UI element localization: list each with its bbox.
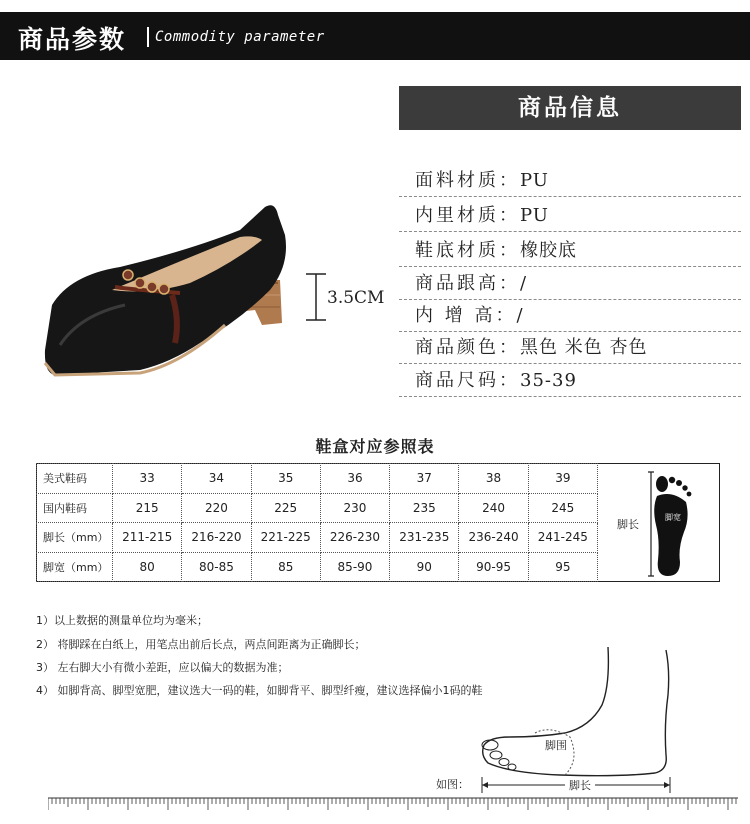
foot-measure-diagram xyxy=(470,645,685,800)
table-cell: 236-240 xyxy=(459,523,528,553)
info-row xyxy=(399,166,741,197)
table-cell: 95 xyxy=(528,552,597,582)
table-row xyxy=(37,523,598,553)
table-cell: 38 xyxy=(459,464,528,494)
foot-length-label: 脚长 xyxy=(617,518,639,531)
table-cell: 230 xyxy=(320,493,389,523)
row-header: 脚长（mm） xyxy=(37,523,113,553)
table-row xyxy=(37,464,598,494)
table-cell: 221-225 xyxy=(251,523,320,553)
girth-label: 脚围 xyxy=(545,739,567,752)
table-cell: 90 xyxy=(390,552,459,582)
info-row xyxy=(399,201,741,232)
table-cell: 35 xyxy=(251,464,320,494)
table-cell: 33 xyxy=(113,464,182,494)
banner-divider xyxy=(147,27,149,47)
info-row xyxy=(399,301,741,332)
row-header: 国内鞋码 xyxy=(37,493,113,523)
table-cell: 241-245 xyxy=(528,523,597,553)
info-value: 35-39 xyxy=(520,370,577,391)
info-label: 内 增 高： xyxy=(415,305,517,326)
table-cell: 90-95 xyxy=(459,552,528,582)
info-row xyxy=(399,333,741,364)
ruler-graphic xyxy=(48,797,738,811)
info-row xyxy=(399,269,741,300)
table-row xyxy=(37,493,598,523)
row-header: 美式鞋码 xyxy=(37,464,113,494)
info-value: 黑色 米色 杏色 xyxy=(520,337,648,358)
table-cell: 36 xyxy=(320,464,389,494)
banner-title-en: Commodity parameter xyxy=(155,29,325,45)
footprint-icon xyxy=(648,470,693,578)
info-row xyxy=(399,366,741,397)
heel-height-text: 3.5CM xyxy=(327,288,385,308)
table-cell: 37 xyxy=(390,464,459,494)
table-cell: 220 xyxy=(182,493,251,523)
banner-title-cn: 商品参数 xyxy=(18,25,127,54)
table-cell: 215 xyxy=(113,493,182,523)
info-label: 商品尺码： xyxy=(415,370,520,391)
note-item: 1）以上数据的测量单位均为毫米； xyxy=(36,614,208,627)
table-cell: 225 xyxy=(251,493,320,523)
info-value: / xyxy=(520,273,528,294)
info-value: PU xyxy=(520,205,549,226)
table-cell: 226-230 xyxy=(320,523,389,553)
note-item: 4） 如脚背高、脚型宽肥，建议选大一码的鞋，如脚背平、脚型纤瘦，建议选择偏小1码的鞋 xyxy=(36,684,483,697)
example-label: 如图： xyxy=(436,778,469,791)
length-label: 脚长 xyxy=(569,779,591,792)
table-cell: 211-215 xyxy=(113,523,182,553)
info-value: PU xyxy=(520,170,549,191)
note-item: 3） 左右脚大小有微小差距，应以偏大的数据为准； xyxy=(36,661,289,674)
table-cell: 240 xyxy=(459,493,528,523)
table-cell: 39 xyxy=(528,464,597,494)
info-heading: 商品信息 xyxy=(399,86,741,130)
info-label: 商品颜色： xyxy=(415,337,520,358)
info-value: / xyxy=(516,305,524,326)
info-label: 面料材质： xyxy=(415,170,520,191)
info-value: 橡胶底 xyxy=(520,240,577,261)
table-cell: 85-90 xyxy=(320,552,389,582)
table-cell: 85 xyxy=(251,552,320,582)
table-row xyxy=(37,552,598,582)
info-label: 鞋底材质： xyxy=(415,240,520,261)
table-cell: 231-235 xyxy=(390,523,459,553)
info-row xyxy=(399,236,741,267)
size-chart-table xyxy=(36,463,598,582)
foot-width-label: 脚宽 xyxy=(665,513,681,522)
info-label: 内里材质： xyxy=(415,205,520,226)
size-chart-title: 鞋盒对应参照表 xyxy=(315,437,435,456)
table-cell: 80 xyxy=(113,552,182,582)
row-header: 脚宽（mm） xyxy=(37,552,113,582)
table-cell: 80-85 xyxy=(182,552,251,582)
note-item: 2） 将脚踩在白纸上，用笔点出前后长点，两点间距离为正确脚长； xyxy=(36,638,366,651)
table-cell: 245 xyxy=(528,493,597,523)
table-cell: 216-220 xyxy=(182,523,251,553)
shoe-image xyxy=(40,195,290,380)
info-label: 商品跟高： xyxy=(415,273,520,294)
table-cell: 235 xyxy=(390,493,459,523)
table-cell: 34 xyxy=(182,464,251,494)
